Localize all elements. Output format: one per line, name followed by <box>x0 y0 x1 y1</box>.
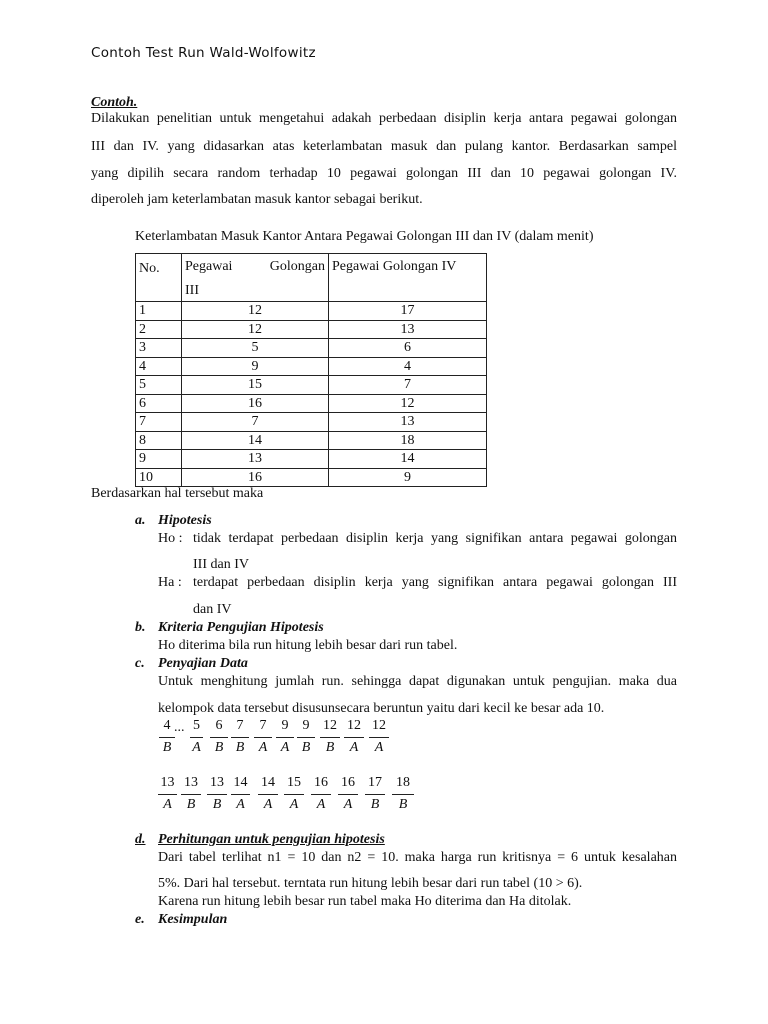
run-group: A <box>280 740 290 755</box>
run-group: B <box>325 740 335 755</box>
run-group: A <box>236 797 245 812</box>
run-fraction <box>311 775 331 813</box>
header-golongan-iii <box>182 254 329 302</box>
fraction-bar <box>284 794 304 795</box>
run-fraction <box>297 718 315 756</box>
table-row <box>136 413 487 432</box>
run-group: A <box>258 740 268 755</box>
fraction-bar <box>365 794 385 795</box>
cell-golongan-iv: 12 <box>329 394 487 413</box>
fraction-bar <box>369 737 389 738</box>
cell-golongan-iv: 7 <box>329 376 487 395</box>
section-a-title: Hipotesis <box>158 513 212 528</box>
fraction-bar <box>320 737 340 738</box>
fraction-bar <box>190 737 203 738</box>
run-value: 16 <box>314 775 328 790</box>
cell-golongan-iii: 12 <box>182 302 329 321</box>
header-no: No. <box>136 254 182 302</box>
cell-no: 7 <box>136 413 182 432</box>
fraction-bar <box>159 737 175 738</box>
run-value: 7 <box>236 718 244 733</box>
fraction-bar <box>311 794 331 795</box>
run-value: 14 <box>233 775 248 790</box>
run-value: 17 <box>368 775 382 790</box>
section-c-title: Penyajian Data <box>158 656 248 671</box>
run-group: A <box>263 797 273 812</box>
cell-golongan-iv: 6 <box>329 339 487 358</box>
table-row <box>136 357 487 376</box>
run-value: 18 <box>396 775 410 790</box>
fraction-bar <box>231 737 249 738</box>
fraction-bar <box>158 794 177 795</box>
table-row <box>136 468 487 487</box>
table-row <box>136 431 487 450</box>
run-fraction <box>207 775 227 813</box>
cell-no: 5 <box>136 376 182 395</box>
delay-table <box>135 253 487 487</box>
run-group: B <box>186 797 196 812</box>
cell-golongan-iv: 4 <box>329 357 487 376</box>
intro-line-2: III dan IV. yang didasarkan atas keterlambatan masuk dan pulang kantor. Berdasarkan sampel <box>91 139 677 154</box>
fraction-bar <box>297 737 315 738</box>
table-caption: Keterlambatan Masuk Kantor Antara Pegawai Golongan III dan IV (dalam menit) <box>135 229 594 244</box>
cell-golongan-iii: 9 <box>182 357 329 376</box>
run-value: 12 <box>323 718 337 733</box>
run-value: 12 <box>347 718 361 733</box>
section-d-line-3: Karena run hitung lebih besar run tabel maka Ho diterima dan Ha ditolak. <box>158 894 572 909</box>
cell-no: 4 <box>136 357 182 376</box>
run-group: A <box>289 797 299 812</box>
run-value: 12 <box>372 718 386 733</box>
run-value: 6 <box>215 718 223 733</box>
ho-label: Ho : <box>158 531 183 546</box>
run-value: 4 <box>163 718 171 733</box>
document-title: Contoh Test Run Wald-Wolfowitz <box>91 45 316 61</box>
run-value: 9 <box>281 718 289 733</box>
run-value: 16 <box>341 775 355 790</box>
run-value: 15 <box>287 775 301 790</box>
fraction-bar <box>231 794 250 795</box>
run-value: 13 <box>184 775 198 790</box>
run-group: A <box>163 797 172 812</box>
run-fraction <box>392 775 414 813</box>
header-golongan-word: Golongan <box>269 259 325 274</box>
run-fraction <box>231 775 250 813</box>
intro-line-4: diperoleh jam keterlambatan masuk kantor sebagai berikut. <box>91 192 423 207</box>
section-d-line-1: Dari tabel terlihat n1 = 10 dan n2 = 10. maka harga run kritisnya = 6 untuk kesalahan <box>158 850 677 865</box>
run-fraction <box>338 775 358 813</box>
run-group: B <box>301 740 311 755</box>
after-table-text: Berdasarkan hal tersebut maka <box>91 486 264 501</box>
table-row <box>136 450 487 469</box>
cell-golongan-iv: 13 <box>329 320 487 339</box>
cell-no: 6 <box>136 394 182 413</box>
section-e-label: e. <box>135 912 145 927</box>
run-fraction <box>210 718 228 756</box>
section-b-title: Kriteria Pengujian Hipotesis <box>158 620 324 635</box>
section-c-line-1: Untuk menghitung jumlah run. sehingga dapat digunakan untuk pengujian. maka dua <box>158 674 677 689</box>
header-pegawai-word: Pegawai <box>185 259 233 274</box>
table-row <box>136 376 487 395</box>
run-fraction <box>190 718 203 756</box>
table-row <box>136 302 487 321</box>
run-fraction <box>159 718 175 756</box>
table-row <box>136 320 487 339</box>
cell-no: 2 <box>136 320 182 339</box>
fraction-bar <box>210 737 228 738</box>
run-group: B <box>370 797 380 812</box>
run-fraction <box>320 718 340 756</box>
run-value: 5 <box>193 718 200 733</box>
cell-golongan-iii: 16 <box>182 468 329 487</box>
section-b-label: b. <box>135 620 146 635</box>
header-iii-word: III <box>185 283 199 298</box>
cell-no: 10 <box>136 468 182 487</box>
fraction-bar <box>338 794 358 795</box>
table-row <box>136 394 487 413</box>
run-value: 13 <box>210 775 224 790</box>
section-c-line-2: kelompok data tersebut disusunsecara beruntun yaitu dari kecil ke besar ada 10. <box>158 701 605 716</box>
intro-line-1: Dilakukan penelitian untuk mengetahui adakah perbedaan disiplin kerja antara pegawai golongan <box>91 111 677 126</box>
header-golongan-iv: Pegawai Golongan IV <box>329 254 487 302</box>
cell-golongan-iii: 5 <box>182 339 329 358</box>
section-d-line-2: 5%. Dari hal tersebut. terntata run hitung lebih besar dari run tabel (10 > 6). <box>158 876 583 891</box>
ho-line-2: III dan IV <box>193 557 249 572</box>
ellipsis-dots: ... <box>174 720 185 735</box>
cell-golongan-iii: 12 <box>182 320 329 339</box>
table-row <box>136 339 487 358</box>
cell-golongan-iv: 17 <box>329 302 487 321</box>
run-fraction <box>369 718 389 756</box>
section-b-text: Ho diterima bila run hitung lebih besar dari run tabel. <box>158 638 458 653</box>
cell-golongan-iv: 14 <box>329 450 487 469</box>
cell-golongan-iv: 18 <box>329 431 487 450</box>
run-fraction <box>254 718 272 756</box>
run-fraction <box>344 718 364 756</box>
intro-line-3: yang dipilih secara random terhadap 10 pegawai golongan III dan 10 pegawai golongan IV. <box>91 166 677 181</box>
run-group: B <box>212 797 222 812</box>
section-d-label: d. <box>135 832 146 847</box>
run-value: 13 <box>160 775 175 790</box>
cell-golongan-iv: 13 <box>329 413 487 432</box>
fraction-bar <box>254 737 272 738</box>
run-value: 7 <box>259 718 267 733</box>
run-value: 9 <box>302 718 310 733</box>
fraction-bar <box>207 794 227 795</box>
run-fraction <box>276 718 294 756</box>
run-group: A <box>349 740 359 755</box>
section-d-title: Perhitungan untuk pengujian hipotesis <box>158 832 385 847</box>
contoh-heading: Contoh. <box>91 95 138 110</box>
table-header-row <box>136 254 487 302</box>
ho-line-1: tidak terdapat perbedaan disiplin kerja yang signifikan antara pegawai golongan <box>193 531 677 546</box>
run-group: B <box>214 740 224 755</box>
fraction-bar <box>181 794 201 795</box>
ha-line-1: terdapat perbedaan disiplin kerja yang signifikan antara pegawai golongan III <box>193 575 677 590</box>
run-fraction <box>365 775 385 813</box>
run-fraction <box>284 775 304 813</box>
cell-no: 3 <box>136 339 182 358</box>
run-value: 14 <box>261 775 275 790</box>
fraction-bar <box>392 794 414 795</box>
run-group: A <box>374 740 384 755</box>
fraction-bar <box>276 737 294 738</box>
fraction-bar <box>258 794 278 795</box>
run-fraction <box>258 775 278 813</box>
section-c-label: c. <box>135 656 145 671</box>
ha-line-2: dan IV <box>193 602 232 617</box>
cell-no: 9 <box>136 450 182 469</box>
cell-golongan-iii: 15 <box>182 376 329 395</box>
cell-golongan-iv: 9 <box>329 468 487 487</box>
cell-golongan-iii: 14 <box>182 431 329 450</box>
fraction-bar <box>344 737 364 738</box>
run-group: B <box>162 740 172 755</box>
run-group: A <box>343 797 353 812</box>
section-a-label: a. <box>135 513 146 528</box>
cell-no: 8 <box>136 431 182 450</box>
cell-golongan-iii: 16 <box>182 394 329 413</box>
run-fraction <box>158 775 177 813</box>
run-fraction <box>181 775 201 813</box>
ha-label: Ha : <box>158 575 182 590</box>
cell-golongan-iii: 7 <box>182 413 329 432</box>
run-group: A <box>316 797 326 812</box>
run-group: B <box>235 740 245 755</box>
cell-golongan-iii: 13 <box>182 450 329 469</box>
run-fraction <box>231 718 249 756</box>
run-group: A <box>192 740 201 755</box>
cell-no: 1 <box>136 302 182 321</box>
section-e-title: Kesimpulan <box>158 912 228 927</box>
run-group: B <box>398 797 408 812</box>
